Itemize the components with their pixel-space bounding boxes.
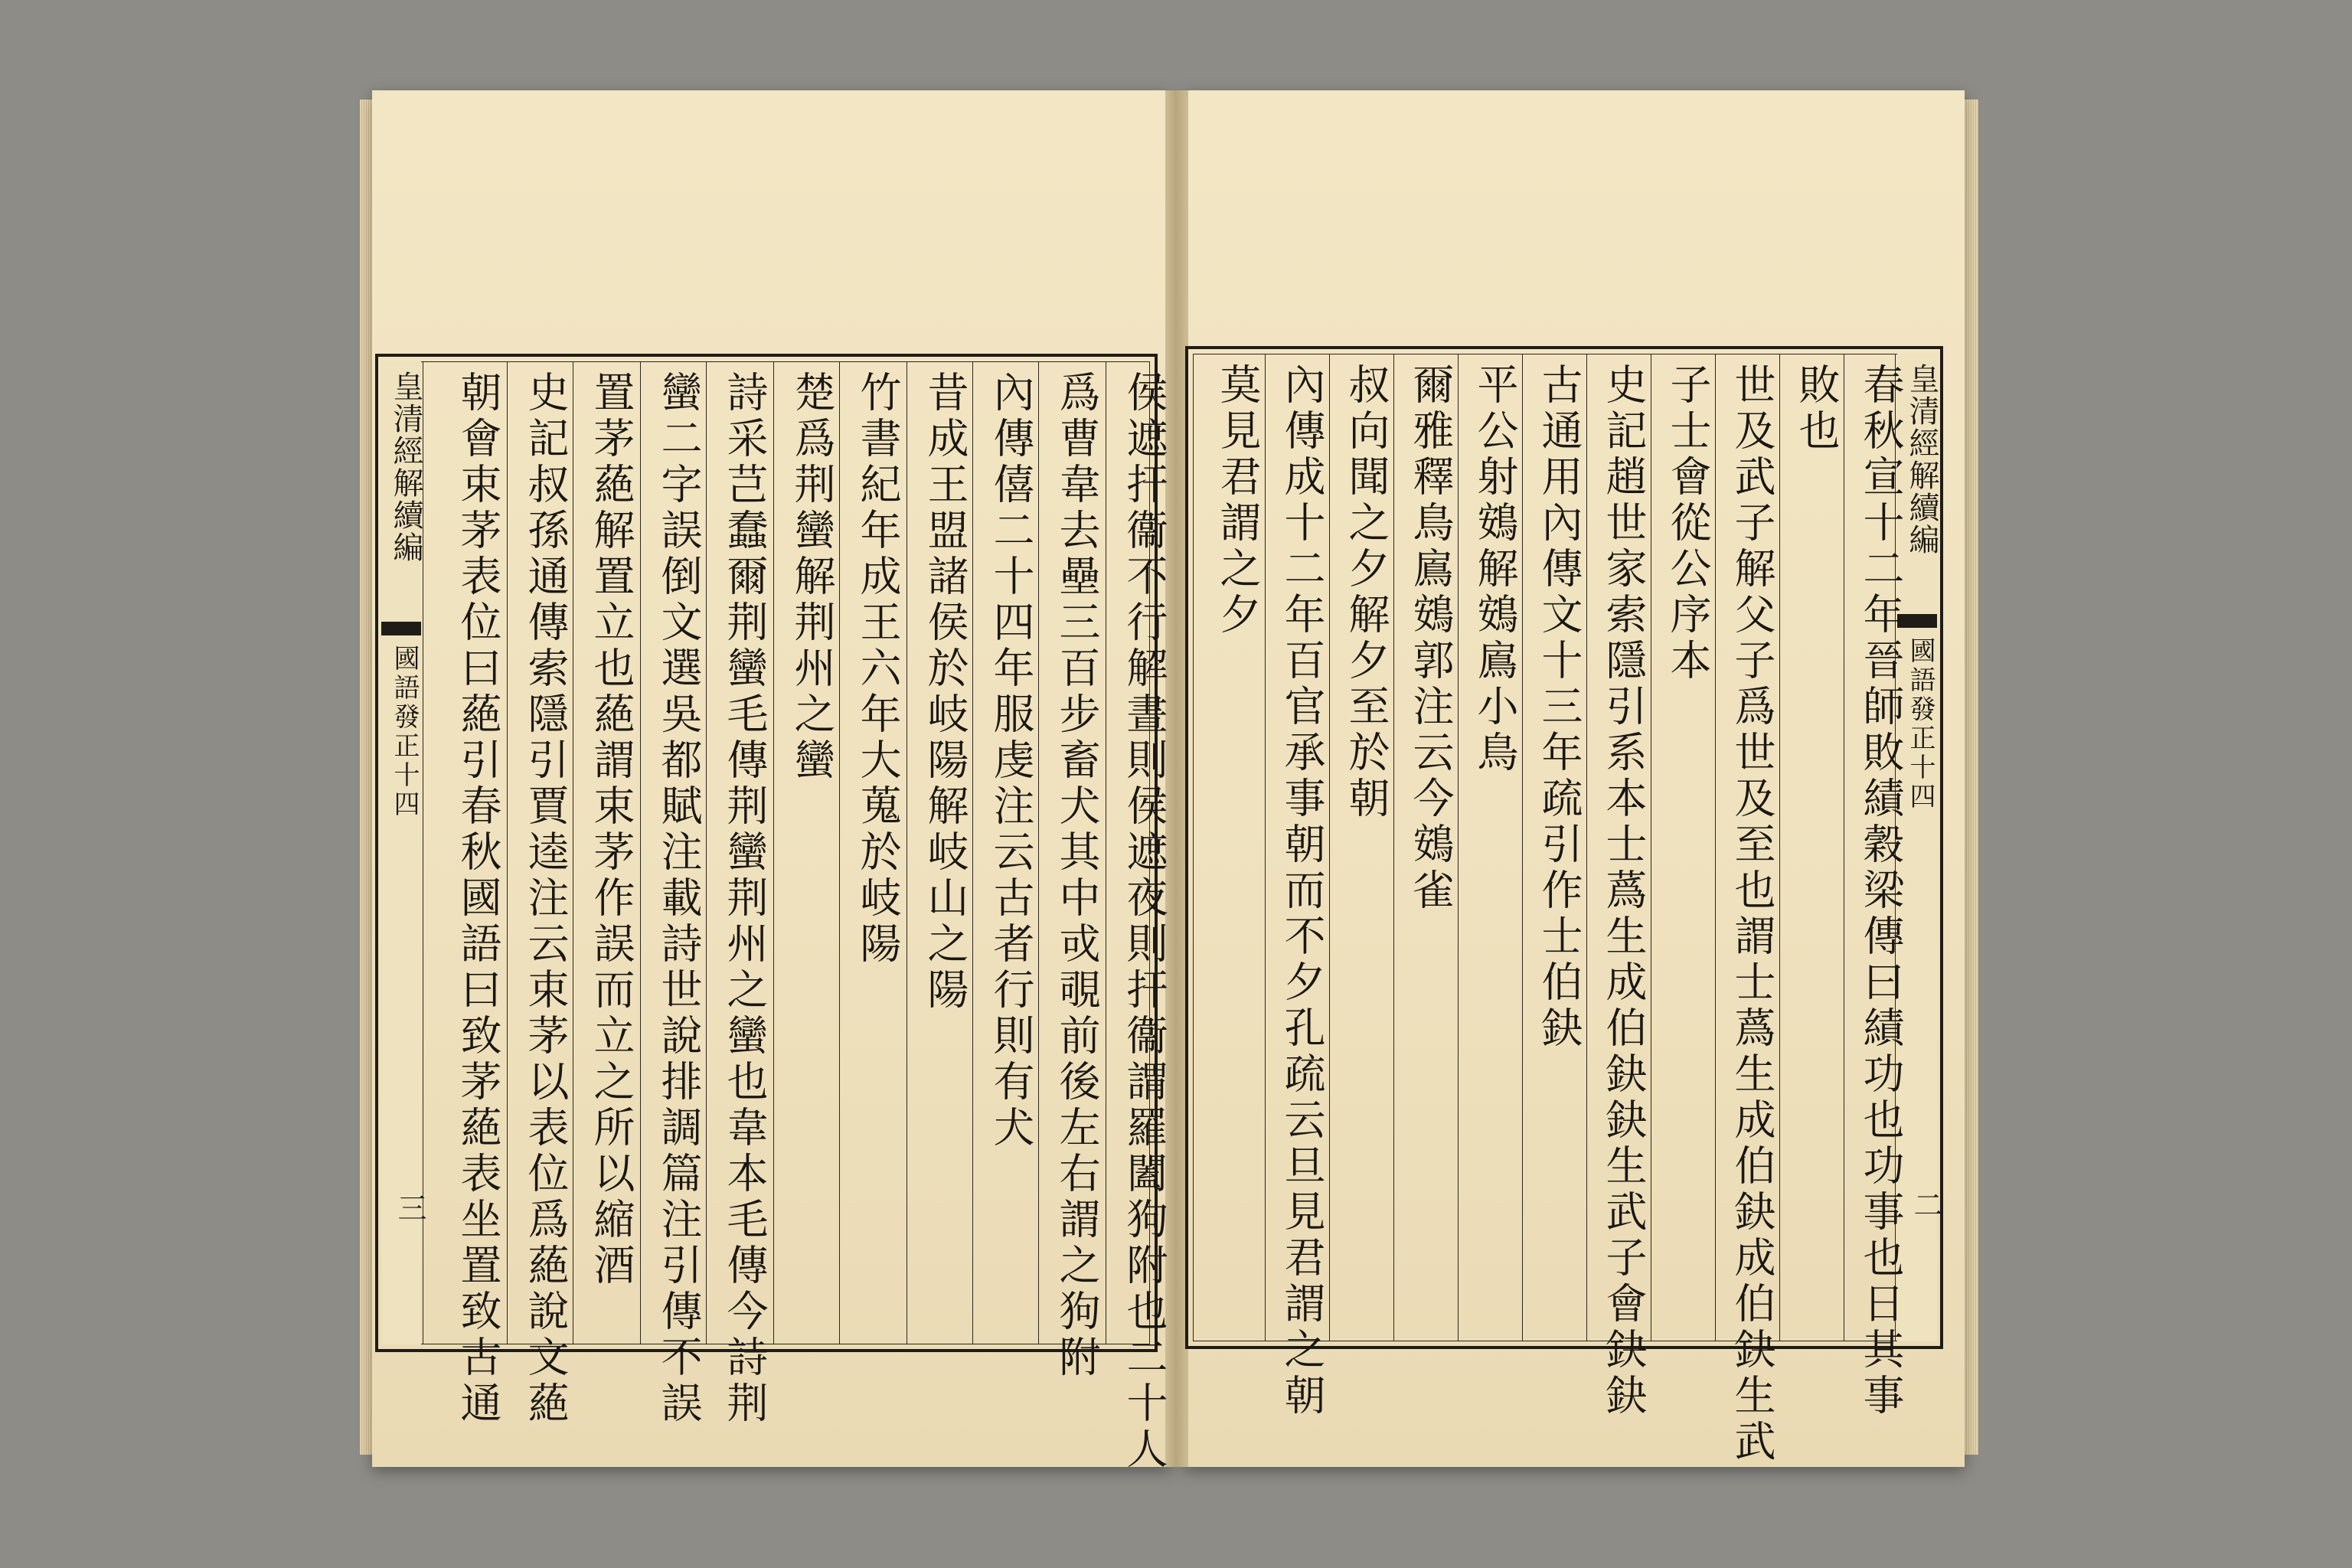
left-column-7: 詩采芑蠢爾荆蠻毛傳荆蠻荆州之蠻也韋本毛傳今詩荆 <box>720 371 769 1427</box>
right-banxin-title: 皇清經解續編 <box>1904 363 1939 556</box>
right-column-10: 內傳成十二年百官承事朝而不夕孔疏云旦見君謂之朝 <box>1278 363 1326 1419</box>
left-column-3: 內傳僖二十四年服虔注云古者行則有犬 <box>987 371 1035 1152</box>
left-column-5: 竹書紀年成王六年大蒐於岐陽 <box>854 371 902 968</box>
left-banxin-subtitle: 國語發正十四 <box>389 645 420 819</box>
left-column-8: 蠻二字誤倒文選吳都賦注載詩世說排調篇注引傳不誤 <box>655 371 703 1427</box>
right-column-3: 世及武子解父子爲世及至也謂士蔿生成伯鈌成伯鈌生武 <box>1728 363 1776 1465</box>
left-banxin-title: 皇清經解續編 <box>388 371 423 564</box>
left-column-11: 朝會束茅表位曰蕝引春秋國語曰致茅蕝表坐置致古通 <box>454 371 502 1427</box>
right-page-number: 二 <box>1909 1190 1942 1219</box>
left-page-number: 三 <box>393 1193 426 1222</box>
right-column-4: 子士會從公序本 <box>1664 363 1712 684</box>
left-column-6: 楚爲荆蠻解荆州之蠻 <box>788 371 836 784</box>
left-column-9: 置茅蕝解置立也蕝謂束茅作誤而立之所以縮酒 <box>587 371 635 1289</box>
left-column-10: 史記叔孫通傳索隱引賈逵注云束茅以表位爲蕝說文蕝 <box>521 371 570 1427</box>
right-column-7: 平公射鴳解鴳鳸小鳥 <box>1471 363 1519 776</box>
right-column-6: 古通用內傳文十三年疏引作士伯鈌 <box>1535 363 1583 1052</box>
right-column-2: 敗也 <box>1792 363 1841 455</box>
left-banxin <box>381 361 426 1344</box>
right-page-frame <box>1185 346 1943 1465</box>
left-column-4: 昔成王盟諸侯於岐陽解岐山之陽 <box>921 371 969 1014</box>
right-banxin-subtitle: 國語發正十四 <box>1905 637 1936 812</box>
right-column-1: 春秋宣十二年晉師敗績穀梁傳曰績功也功事也日其事 <box>1857 363 1905 1419</box>
right-column-9: 叔向聞之夕解夕至於朝 <box>1342 363 1390 822</box>
left-page-frame <box>375 354 1168 1473</box>
right-column-5: 史記趙世家索隱引系本士蔿生成伯鈌鈌生武子會鈌鈌 <box>1599 363 1648 1419</box>
right-column-11: 莫見君謂之夕 <box>1214 363 1262 639</box>
left-column-1: 侯遮扞衞不行解晝則侯遮夜則扞衞謂羅闔狗附也二十人 <box>1120 371 1168 1473</box>
right-column-8: 爾雅釋鳥鳸鴳郭注云今鴳雀 <box>1406 363 1455 914</box>
left-column-2: 爲曹韋去壘三百步畜犬其中戓覗前後左右謂之狗附 <box>1053 371 1101 1381</box>
